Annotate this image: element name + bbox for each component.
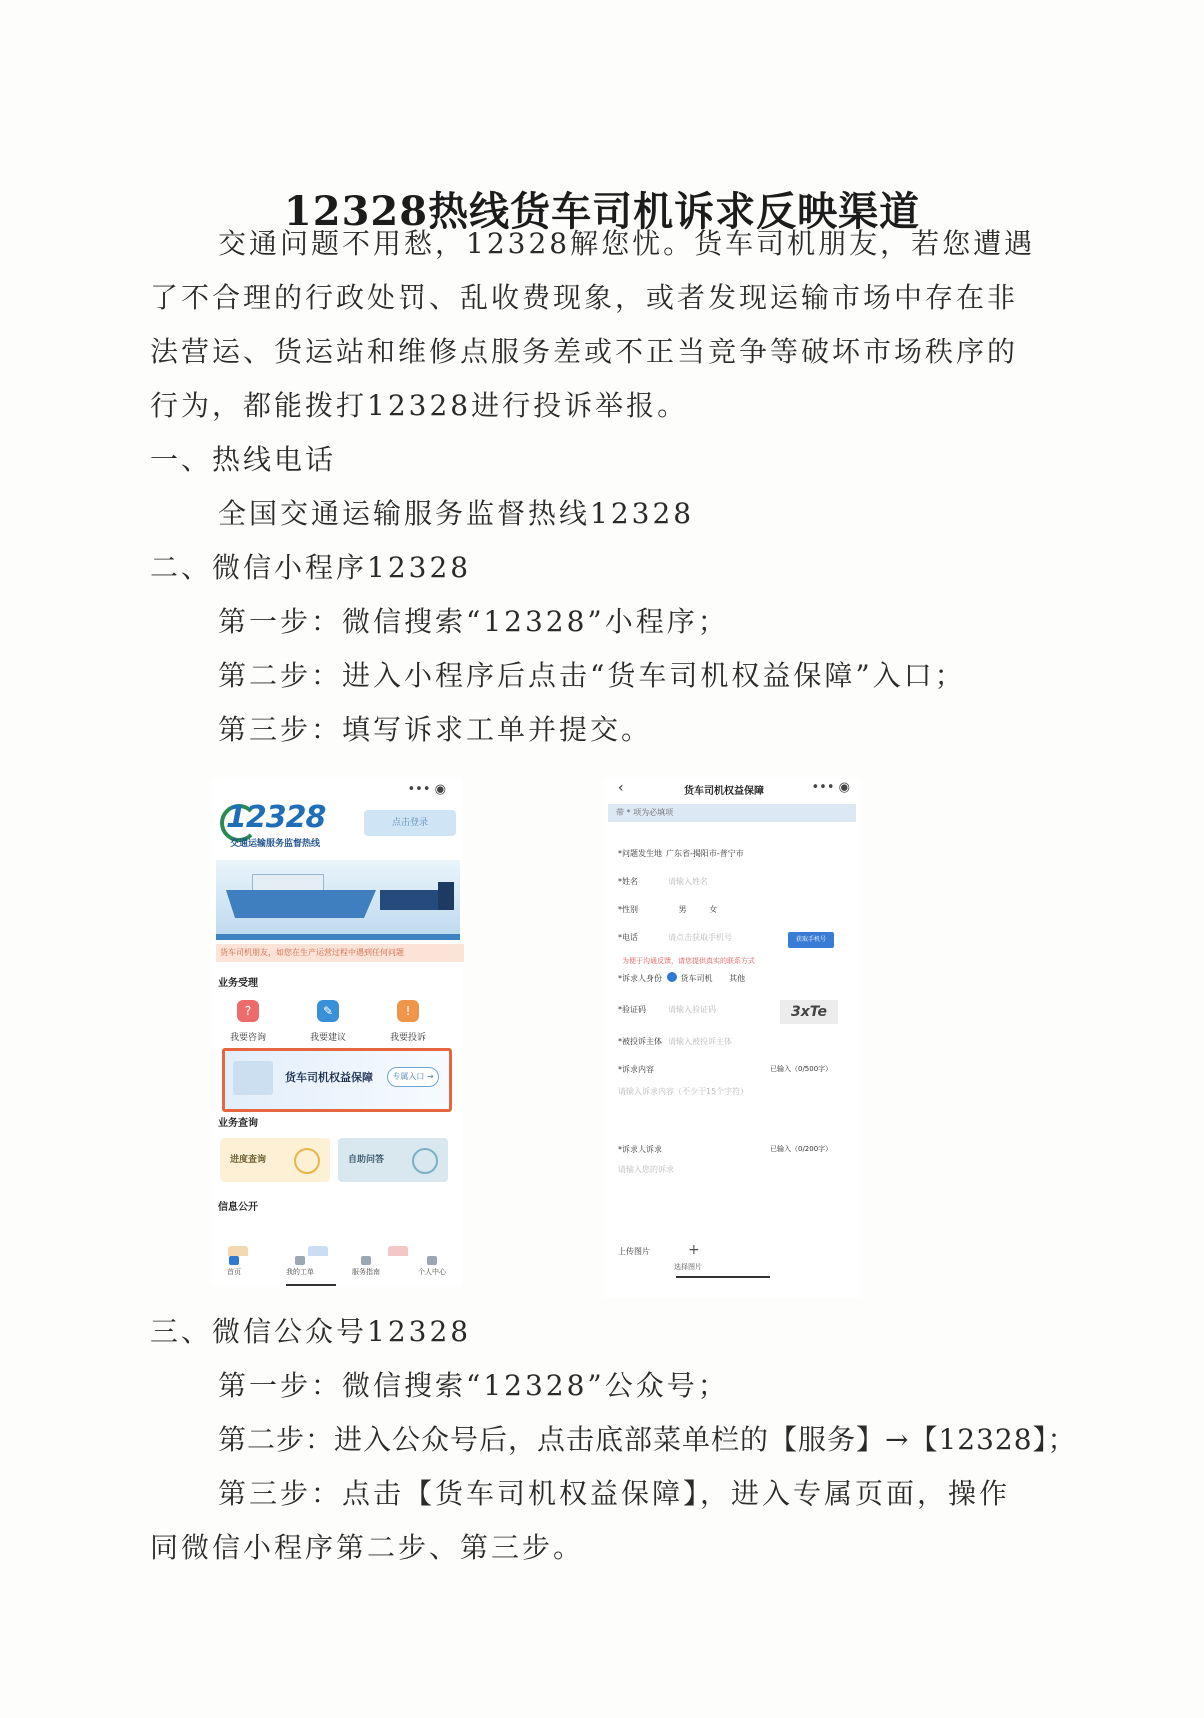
bottom-tab-bar (212, 1256, 462, 1286)
intro-line-2: 了不合理的行政处罚、乱收费现象，或者发现运输市场中存在非 (150, 281, 1019, 314)
demand-label: *诉求人诉求 (618, 1145, 662, 1154)
official-account-step-3-cont: 同微信小程序第二步、第三步。 (150, 1531, 585, 1564)
content-label: *诉求内容 (618, 1065, 654, 1074)
gender-female-option[interactable]: 女 (709, 905, 718, 914)
tab-label: 个人中心 (418, 1268, 446, 1276)
demand-row (618, 1144, 664, 1155)
gender-label: *性别 (618, 905, 638, 914)
upload-label: 上传图片 (618, 1247, 650, 1256)
self-help-tile[interactable] (338, 1138, 448, 1182)
notice-bar[interactable]: 货车司机朋友，如您在生产运营过程中遇到任何问题 (216, 944, 464, 962)
miniprogram-step-3: 第三步：填写诉求工单并提交。 (218, 713, 653, 746)
truck-illustration-icon (233, 1061, 273, 1095)
query-section-label: 业务查询 (218, 1118, 258, 1129)
name-input[interactable]: 请输入姓名 (668, 877, 708, 886)
tab-home[interactable] (204, 1256, 264, 1277)
clock-icon (294, 1148, 320, 1174)
capsule-menu-icon: ••• ◉ (407, 782, 446, 797)
logo-subtitle: 交通运输服务监督热线 (230, 839, 321, 849)
service-label: 我要投诉 (389, 1033, 426, 1043)
gender-row (618, 904, 717, 915)
entry-button[interactable]: 专属入口 → (387, 1067, 439, 1087)
tab-profile[interactable] (402, 1256, 462, 1277)
section1-heading: 一、热线电话 (150, 443, 337, 476)
suggest-icon: ✎ (317, 1000, 339, 1022)
phone-input[interactable]: 请点击获取手机号 (668, 933, 732, 942)
location-value: 广东省-揭阳市-普宁市 (666, 849, 744, 858)
name-label: *姓名 (618, 877, 638, 886)
consult-icon: ? (237, 1000, 259, 1022)
info-section-label: 信息公开 (218, 1202, 258, 1213)
required-note: 带 * 项为必填项 (608, 804, 856, 822)
road-shape (216, 934, 460, 940)
phone-label: *电话 (618, 933, 638, 942)
home-indicator (286, 1284, 336, 1286)
identity-row (618, 972, 745, 984)
tab-service-guide[interactable] (336, 1256, 396, 1277)
identity-label: *诉求人身份 (618, 974, 662, 983)
heart-icon (361, 1256, 371, 1265)
tab-label: 我的工单 (286, 1268, 314, 1276)
service-label: 我要建议 (309, 1033, 346, 1043)
content-counter: 已输入（0/500字） (770, 1065, 833, 1073)
business-section-label: 业务受理 (218, 978, 258, 989)
content-textarea[interactable]: 请输入诉求内容（不少于15个字符） (618, 1087, 749, 1096)
service-suggest-button[interactable] (298, 1000, 358, 1043)
user-icon (427, 1256, 437, 1265)
phone-tip: 为便于沟通反馈，请您提供真实的联系方式 (622, 957, 755, 965)
tab-label: 首页 (227, 1268, 241, 1276)
name-row (618, 876, 708, 887)
truck-cab-shape (438, 882, 454, 910)
service-complain-button[interactable] (378, 1000, 438, 1043)
intro-line-1: 交通问题不用愁，12328解您忧。货车司机朋友，若您遭遇 (218, 227, 1036, 260)
official-account-step-1: 第一步：微信搜索“12328”公众号； (218, 1369, 729, 1402)
entry-label: 货车司机权益保障 (285, 1071, 373, 1084)
radio-checked-icon[interactable] (667, 972, 677, 982)
code-label: *验证码 (618, 1005, 646, 1014)
phone-row (618, 932, 732, 943)
subject-input[interactable]: 请输入被投诉主体 (668, 1037, 732, 1046)
home-indicator (676, 1276, 770, 1278)
location-label: *问题发生地 (618, 849, 662, 858)
complaint-form-screenshot (604, 778, 860, 1298)
gender-male-option[interactable]: 男 (678, 905, 687, 914)
document-title: 12328热线货车司机诉求反映渠道 (283, 188, 921, 235)
select-image-label[interactable]: 选择图片 (674, 1263, 702, 1271)
section3-heading: 三、微信公众号12328 (150, 1315, 472, 1348)
location-row[interactable] (618, 848, 744, 859)
intro-line-4: 行为，都能拨打12328进行投诉举报。 (150, 389, 689, 422)
chat-icon (412, 1148, 438, 1174)
section2-heading: 二、微信小程序12328 (150, 551, 472, 584)
ship-hull-shape (226, 890, 376, 918)
identity-other-option[interactable]: 其他 (729, 974, 746, 983)
miniprogram-step-1: 第一步：微信搜索“12328”小程序； (218, 605, 729, 638)
service-label: 我要咨询 (229, 1033, 266, 1043)
upload-row (618, 1246, 664, 1257)
official-account-step-3: 第三步：点击【货车司机权益保障】，进入专属页面，操作 (218, 1477, 1011, 1510)
complain-icon: ! (397, 1000, 419, 1022)
truck-driver-rights-entry[interactable] (222, 1048, 452, 1112)
get-phone-button[interactable]: 获取手机号 (788, 932, 834, 948)
progress-query-tile[interactable] (220, 1138, 330, 1182)
orders-icon (295, 1256, 305, 1265)
intro-line-3: 法营运、货运站和维修点服务差或不正当竞争等破坏市场秩序的 (150, 335, 1019, 368)
tab-my-orders[interactable] (270, 1256, 330, 1277)
back-icon[interactable]: ‹ (618, 780, 624, 796)
tab-label: 服务指南 (352, 1268, 380, 1276)
subject-label: *被投诉主体 (618, 1037, 662, 1046)
service-consult-button[interactable] (218, 1000, 278, 1043)
content-row (618, 1064, 664, 1075)
login-button[interactable]: 点击登录 (364, 810, 456, 836)
hotline-text: 全国交通运输服务监督热线12328 (218, 497, 695, 530)
miniprogram-step-2: 第二步：进入小程序后点击“货车司机权益保障”入口； (218, 659, 966, 692)
form-page-title: 货车司机权益保障 (684, 786, 764, 797)
logo-number: 12328 (226, 800, 326, 835)
demand-counter: 已输入（0/200字） (770, 1145, 833, 1153)
captcha-image[interactable]: 3xTe (780, 1000, 838, 1024)
demand-textarea[interactable]: 请输入您的诉求 (618, 1165, 674, 1174)
home-icon (229, 1256, 239, 1265)
tile-label: 自助问答 (348, 1155, 385, 1165)
miniprogram-home-screenshot (212, 778, 462, 1278)
subject-row (618, 1036, 732, 1047)
tile-label: 进度查询 (230, 1155, 267, 1165)
truck-trailer-shape (380, 890, 446, 910)
official-account-step-2: 第二步：进入公众号后，点击底部菜单栏的【服务】→【12328】； (218, 1423, 1077, 1456)
code-row (618, 1004, 716, 1015)
add-image-icon[interactable]: + (688, 1242, 700, 1258)
code-input[interactable]: 请输入验证码 (668, 1005, 716, 1014)
capsule-menu-icon: ••• ◉ (811, 780, 850, 795)
identity-driver-option[interactable]: 货车司机 (680, 974, 713, 983)
